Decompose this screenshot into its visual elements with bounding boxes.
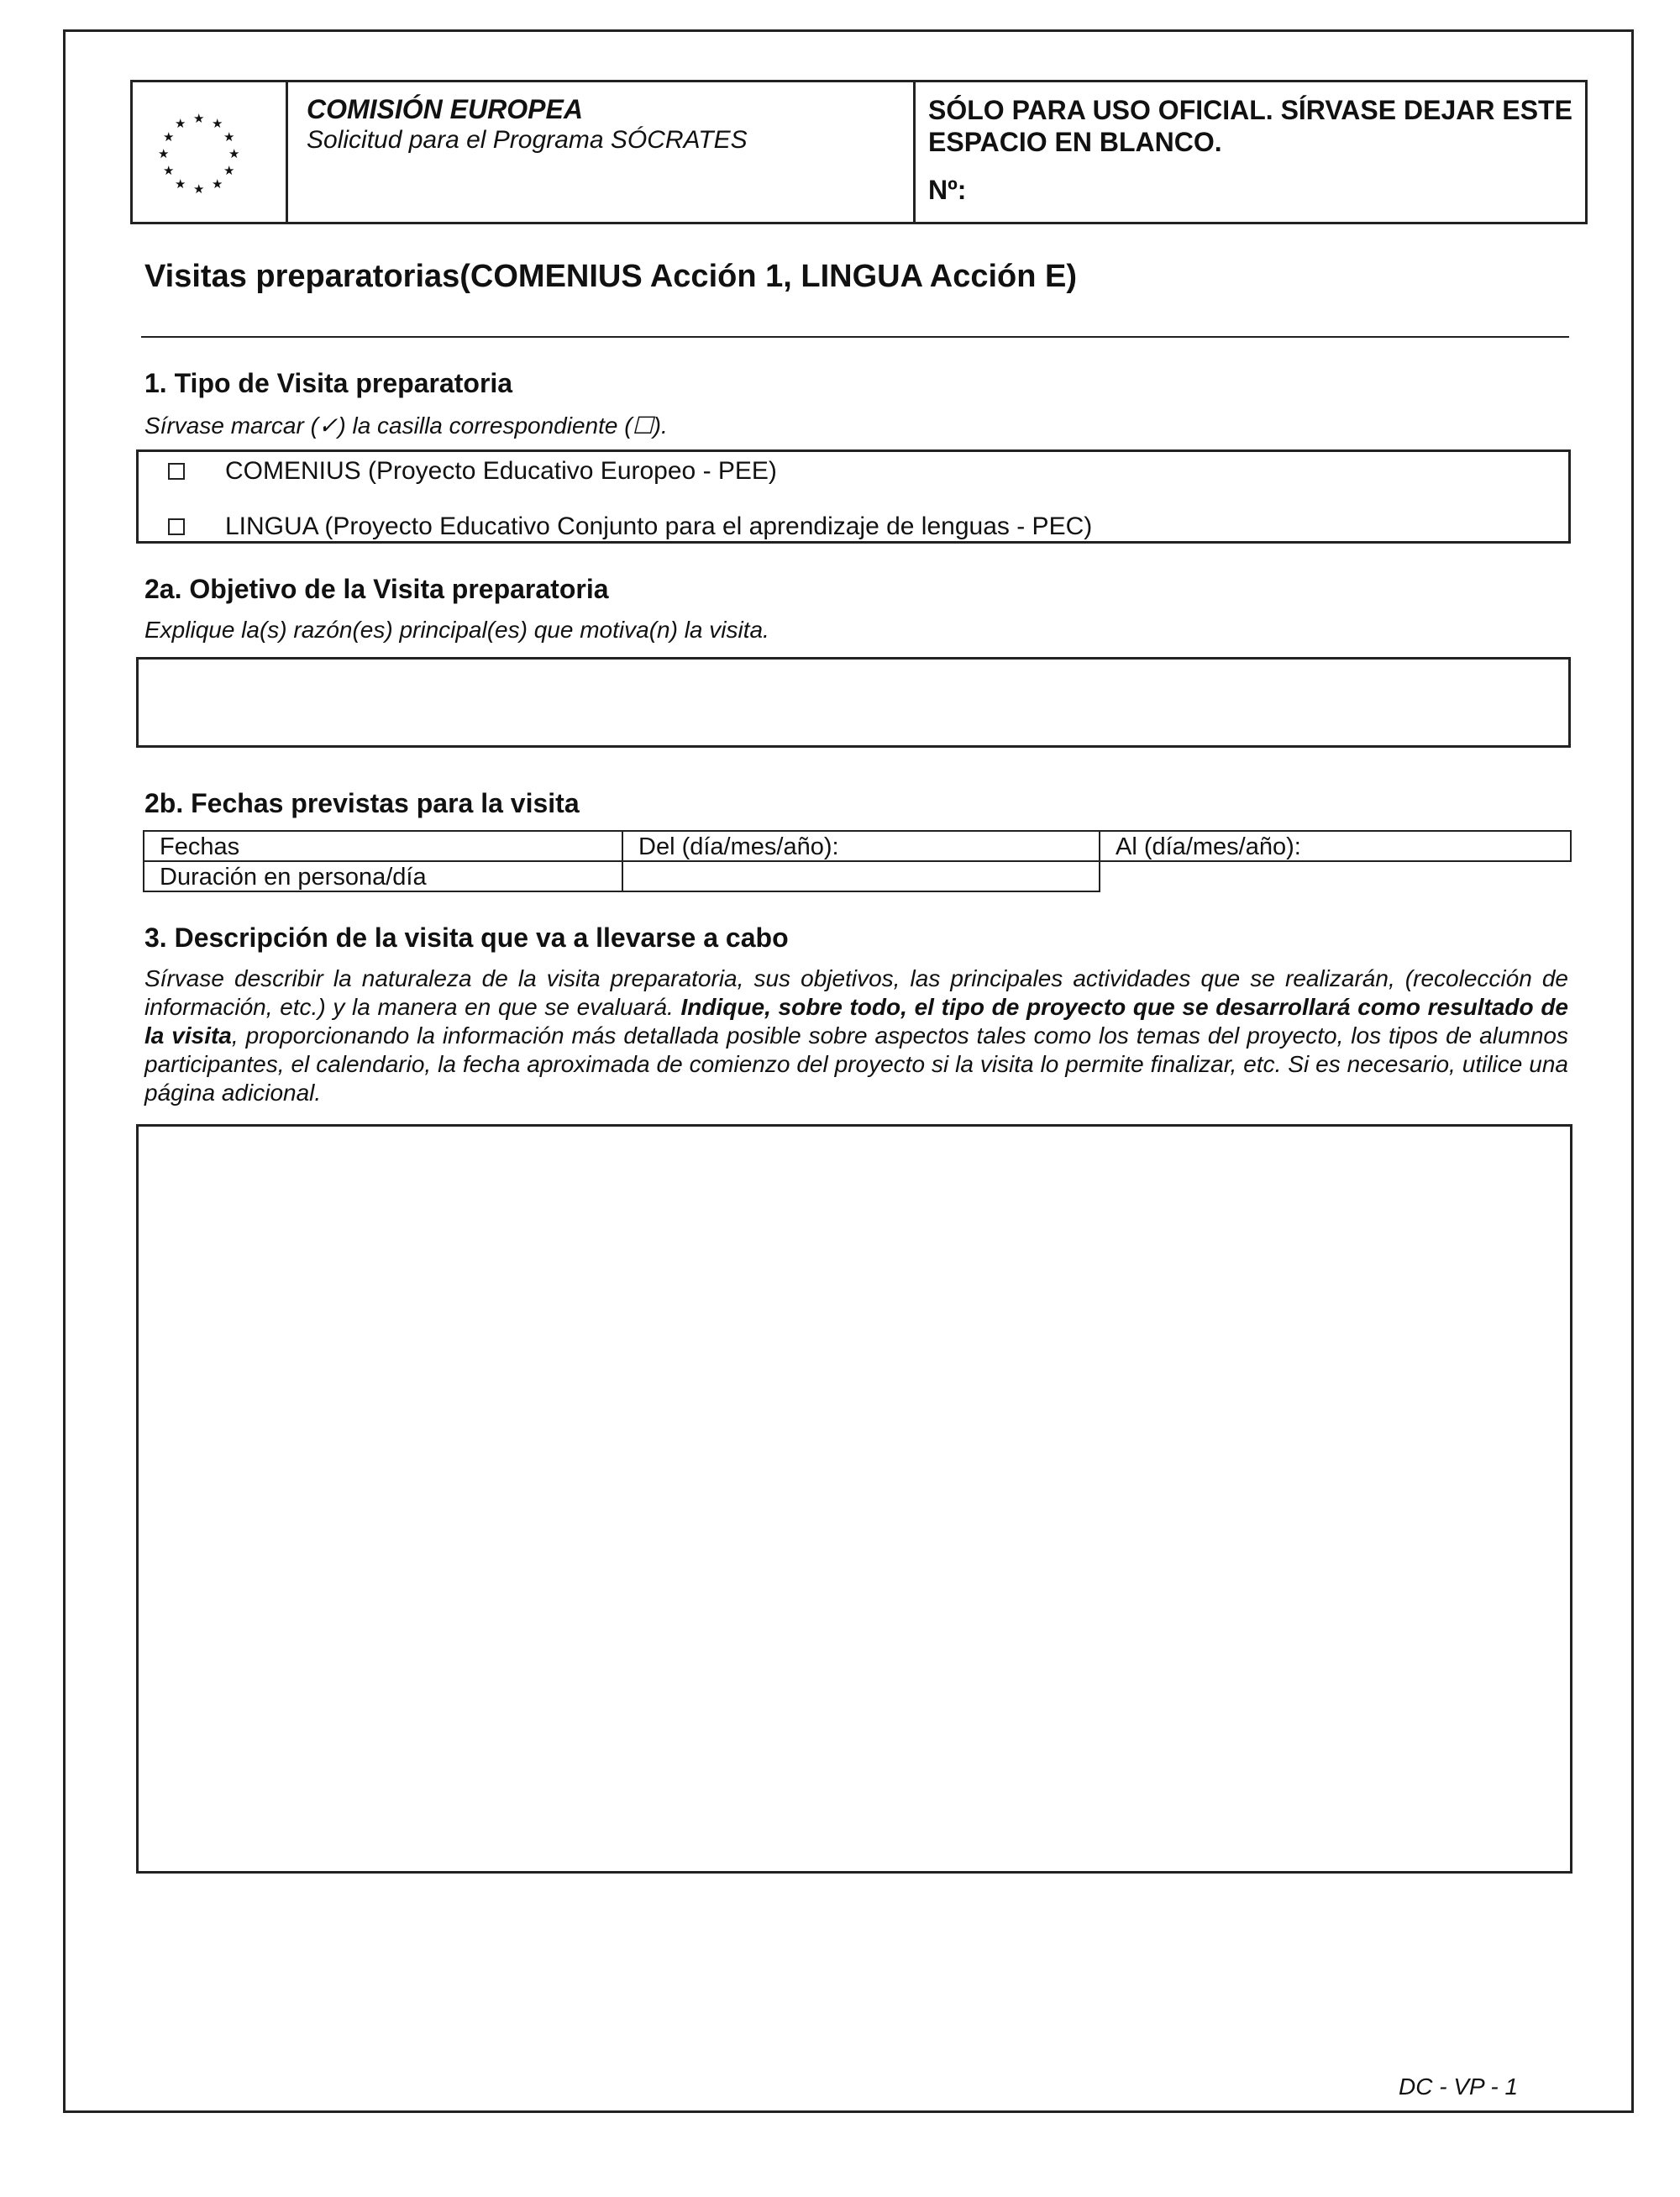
instruction-emphasis: Indique, sobre todo, el tipo de proyecto que se desarrollará como resultado de la visita (144, 994, 1569, 1049)
duracion-label: Duración en persona/día (143, 860, 623, 892)
page-title: Visitas preparatorias(COMENIUS Acción 1, LINGUA Acción E) (144, 259, 1077, 294)
number-label: Nº: (928, 175, 967, 205)
official-use-note: SÓLO PARA USO OFICIAL. SÍRVASE DEJAR ESTE ESPACIO EN BLANCO. (928, 95, 1572, 157)
description-input-box[interactable] (136, 1124, 1572, 1874)
option-label: COMENIUS (Proyecto Educativo Europeo - PEE) (225, 457, 777, 485)
section1-instruction: Sírvase marcar (✓) la casilla correspondiente (☐). (144, 413, 668, 439)
al-date-field[interactable]: Al (día/mes/año): (1099, 830, 1572, 862)
section2a-heading: 2a. Objetivo de la Visita preparatoria (144, 574, 609, 604)
option-lingua[interactable] (168, 512, 1092, 542)
instruction-text: Sírvase describir la naturaleza de la visita preparatoria, sus objetivos, las principales actividades que se realizarán, (recolección de información, etc.) y la manera en que se evaluará. (144, 965, 1568, 1020)
objective-input-box[interactable] (136, 657, 1571, 748)
section3-instruction (144, 964, 1568, 1107)
del-date-field[interactable]: Del (día/mes/año): (622, 830, 1100, 862)
instruction-text: , proporcionando la información más detallada posible sobre aspectos tales como los temas del proyecto, los tipos de alumnos participantes, el calendario, la fecha aproximada de comienzo del proyecto si la visita lo permite finalizar, etc. Si es necesario, utilice una página adicional. (144, 1022, 1569, 1106)
option-label: LINGUA (Proyecto Educativo Conjunto para el aprendizaje de lenguas - PEC) (225, 512, 1093, 540)
program-name: Solicitud para el Programa SÓCRATES (307, 126, 748, 154)
section2a-instruction: Explique la(s) razón(es) principal(es) que motiva(n) la visita. (144, 617, 769, 643)
fechas-label: Fechas (143, 830, 623, 862)
header-divider (286, 80, 288, 224)
checkbox[interactable] (168, 518, 185, 535)
section1-heading: 1. Tipo de Visita preparatoria (144, 368, 513, 398)
header-divider (913, 80, 916, 224)
duracion-field[interactable] (622, 860, 1100, 892)
section2b-heading: 2b. Fechas previstas para la visita (144, 788, 580, 818)
option-comenius[interactable] (168, 456, 777, 486)
checkbox[interactable] (168, 463, 185, 480)
org-name: COMISIÓN EUROPEA (307, 94, 583, 124)
form-code: DC - VP - 1 (1399, 2073, 1519, 2100)
title-rule (141, 336, 1569, 338)
section3-heading: 3. Descripción de la visita que va a llevarse a cabo (144, 922, 789, 953)
eu-flag-logo: ★ ★ ★ ★ ★ ★ ★ ★ ★ ★ ★ ★ (158, 112, 240, 197)
